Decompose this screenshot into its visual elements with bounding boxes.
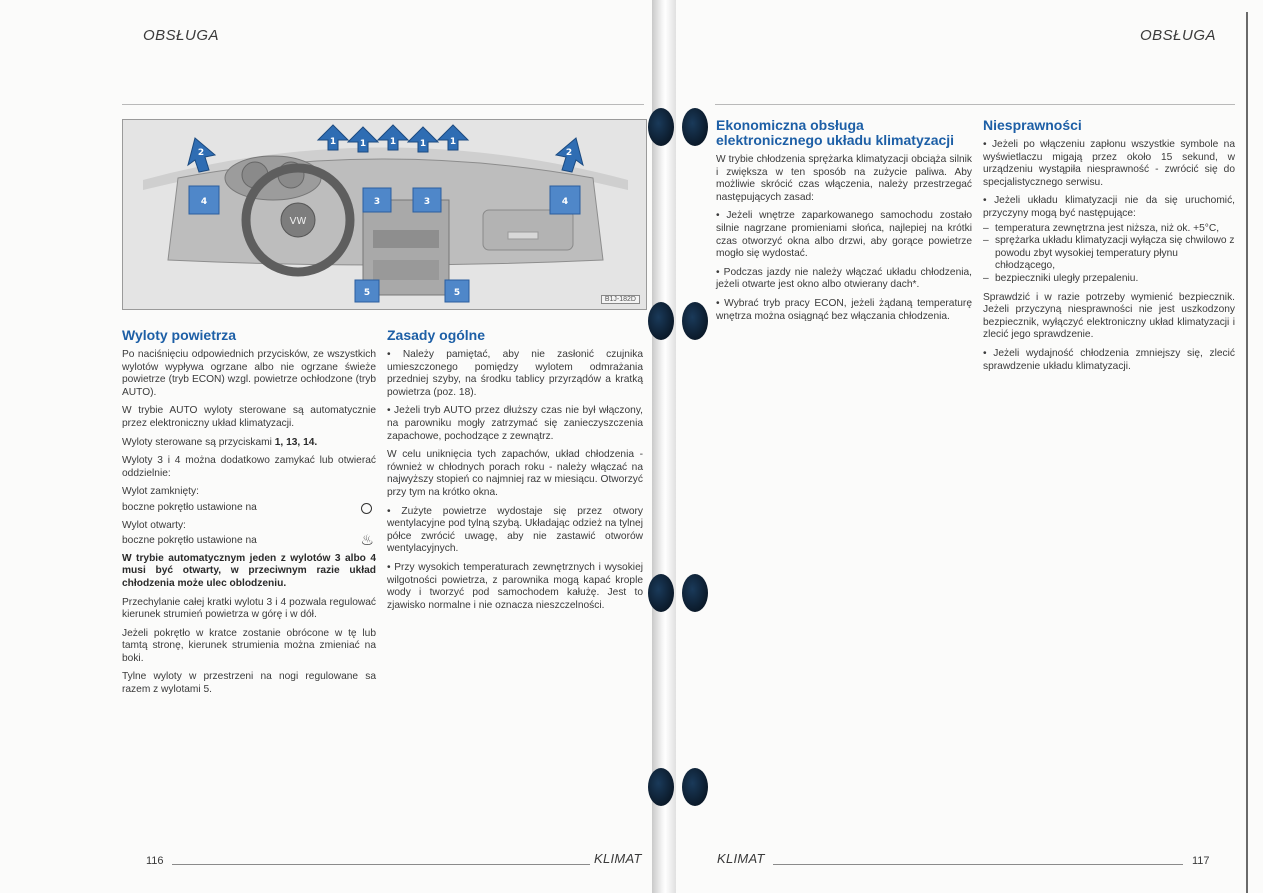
heading-niesprawnosci: Niesprawności	[983, 117, 1082, 133]
vent-number-label: 3	[373, 197, 381, 207]
paragraph: W celu uniknięcia tych zapachów, układ chłodzenia - również w chłodnych porach roku - należy włączać na najwyższy stopień co najmniej raz w miesiącu. Otworzyć przy tym na krótko okna.	[387, 449, 643, 498]
vent-number-label: 1	[449, 137, 457, 147]
running-head-right: OBSŁUGA	[1140, 27, 1217, 44]
page-number-right: 117	[1192, 855, 1210, 867]
bullet-paragraph: • Zużyte powietrze wydostaje się przez otwory wentylacyjne pod tylną szybą. Układając odzież na tylnej półce zwrócić uwagę, aby nie zastawić otworów wentylacyjnych.	[387, 505, 643, 555]
vent-number-label: 2	[565, 148, 573, 158]
bullet-paragraph: • Przy wysokich temperaturach zewnętrznych i wysokiej wilgotności powietrza, z parownika mogą kapać krople wody i tworzyć pod samochodem kałużę. Jest to zjawisko normalne i nie oznacza nieszczelności.	[387, 561, 643, 611]
bullet-paragraph: • Jeżeli po włączeniu zapłonu wszystkie symbole na wyświetlaczu migają przez około 15 sekund, w urządzeniu wystąpiła niesprawność - zwrócić się do specjalistycznego serwisu.	[983, 139, 1235, 188]
binder-hole	[682, 302, 708, 340]
paragraph: Sprawdzić i w razie potrzeby wymienić bezpiecznik. Jeżeli przyczyną niesprawności nie jest uszkodzony bezpiecznik, wyłączyć elektroniczny układ klimatyzacji i zlecić jego sprawdzenie.	[983, 291, 1235, 341]
list-item: – sprężarka układu klimatyzacji wyłącza się chwilowo z powodu zbyt wysokiej temperatury płynu chłodzącego,	[983, 235, 1235, 273]
column-niesprawnosci	[983, 118, 1235, 379]
vent-number-label: 1	[359, 139, 367, 149]
footer-title-right	[717, 851, 765, 866]
closed-label: Wylot zamknięty:	[122, 486, 199, 498]
binder-hole	[648, 768, 674, 806]
open-label: Wylot otwarty:	[122, 519, 186, 531]
heading-wyloty-powietrza: Wyloty powietrza	[122, 327, 237, 343]
footer-rule-right	[773, 864, 1183, 865]
page-number-left: 116	[146, 855, 164, 867]
binder-hole	[648, 302, 674, 340]
vent-number-label: 2	[197, 148, 205, 158]
paragraph: Tylne wyloty w przestrzeni na nogi regulowane sa razem z wylotami 5.	[122, 671, 376, 696]
bullet-paragraph: • Podczas jazdy nie należy włączać układu chłodzenia, jeżeli otwarte jest okno albo otwierany dach*.	[716, 266, 972, 291]
vent-number-label: 3	[423, 197, 431, 207]
vent-number-label: 4	[561, 197, 569, 207]
binder-hole	[682, 108, 708, 146]
footer-title-text: KLIMAT	[717, 851, 765, 866]
bullet-paragraph: • Należy pamiętać, aby nie zasłonić czujnika umieszczonego pomiędzy wylotem odmrażania przedniej szyby, na środku tablicy przyrządów a kratką powietrza (poz. 18).	[387, 349, 643, 398]
svg-text:VW: VW	[289, 216, 307, 227]
bullet-paragraph: • Jeżeli układu klimatyzacji nie da się uruchomić, przyczyny mogą być następujące:	[983, 195, 1235, 219]
binder-hole	[682, 574, 708, 612]
footer-title-text: KLIMAT	[594, 851, 642, 866]
binder-hole	[648, 574, 674, 612]
open-row-text: boczne pokrętło ustawione na	[122, 535, 257, 547]
column-wyloty	[122, 328, 376, 703]
header-rule-right	[715, 104, 1235, 105]
paragraph: Wyloty 3 i 4 można dodatkowo zamykać lub otwierać oddzielnie:	[122, 455, 376, 479]
vent-number-label: 5	[453, 288, 461, 298]
paragraph: Po naciśnięciu odpowiednich przycisków, ze wszystkich wylotów wypływa ogrzane albo nie ogrzane świeże powietrze (tryb ECON) wzgl. powietrze ochłodzone (tryb AUTO).	[122, 349, 376, 398]
closed-row	[122, 502, 376, 515]
heading-ekonomiczna-obsluga: Ekonomiczna obsługa elektronicznego układu klimatyzacji	[716, 117, 955, 148]
vent-number-label: 4	[200, 197, 208, 207]
running-head-left: OBSŁUGA	[143, 27, 220, 44]
bullet-paragraph: • Wybrać tryb pracy ECON, jeżeli żądaną temperaturę wnętrza można osiągnąć bez włączania chłodzenia.	[716, 297, 972, 322]
list-item: – temperatura zewnętrzna jest niższa, niż ok. +5°C,	[983, 223, 1235, 236]
paragraph-text: Wyloty sterowane są przyciskami	[122, 436, 275, 448]
vent-number-label: 1	[389, 137, 397, 147]
list-item: – bezpieczniki uległy przepaleniu.	[983, 273, 1235, 286]
button-numbers: 1, 13, 14.	[274, 436, 318, 448]
vent-number-label: 1	[419, 139, 427, 149]
footer-title-left	[594, 851, 642, 866]
vent-number-label: 1	[329, 137, 337, 147]
dashboard-illustration	[123, 120, 646, 309]
figure-code-label: B1J-182D	[601, 295, 640, 304]
header-rule-left	[122, 104, 644, 105]
paragraph: Przechylanie całej kratki wylotu 3 i 4 pozwala regulować kierunek strumień powietrza w górę i w dół.	[122, 596, 376, 621]
right-page-edge	[1246, 12, 1248, 893]
column-zasady	[387, 328, 643, 618]
vent-open-icon: ♨	[360, 532, 374, 550]
paragraph	[122, 437, 376, 450]
dashboard-vents-figure	[122, 119, 647, 310]
paragraph: Jeżeli pokrętło w kratce zostanie obrócone w tę lub tamtą stronę, kierunek strumienia można zmieniać na boki.	[122, 627, 376, 664]
paragraph: W trybie chłodzenia sprężarka klimatyzacji obciąża silnik i zwiększa w ten sposób na zużycie paliwa. Aby możliwie skrócić czas włączenia, należy przestrzegać następujących zasad:	[716, 154, 972, 203]
vent-number-label: 5	[363, 288, 371, 298]
warning-paragraph: W trybie automatycznym jeden z wylotów 3 albo 4 musi być otwarty, w przeciwnym razie układ chłodzenia może ulec oblodzeniu.	[122, 552, 376, 589]
bullet-paragraph: • Jeżeli wydajność chłodzenia zmniejszy się, zlecić sprawdzenie układu klimatyzacji.	[983, 347, 1235, 372]
bullet-paragraph: • Jeżeli tryb AUTO przez dłuższy czas nie był włączony, na parowniku mogły zatrzymać się zanieczyszczenia zapachowe, pochodzące z zewnątrz.	[387, 405, 643, 442]
footer-rule-left	[172, 864, 590, 865]
open-row	[122, 532, 376, 550]
heading-zasady-ogolne: Zasady ogólne	[387, 327, 486, 343]
paragraph: W trybie AUTO wyloty sterowane są automatycznie przez elektroniczny układ klimatyzacji.	[122, 405, 376, 429]
causes-list	[983, 223, 1235, 286]
bullet-paragraph: • Jeżeli wnętrze zaparkowanego samochodu zostało silnie nagrzane promieniami słońca, najlepiej na krótki czas otworzyć okna albo drzwi, aby gorące powietrze mogło się wydostać.	[716, 210, 972, 260]
vent-closed-icon	[361, 503, 372, 514]
binder-hole	[648, 108, 674, 146]
closed-row-text: boczne pokrętło ustawione na	[122, 501, 257, 513]
binder-hole	[682, 768, 708, 806]
column-ekonomiczna	[716, 118, 972, 329]
